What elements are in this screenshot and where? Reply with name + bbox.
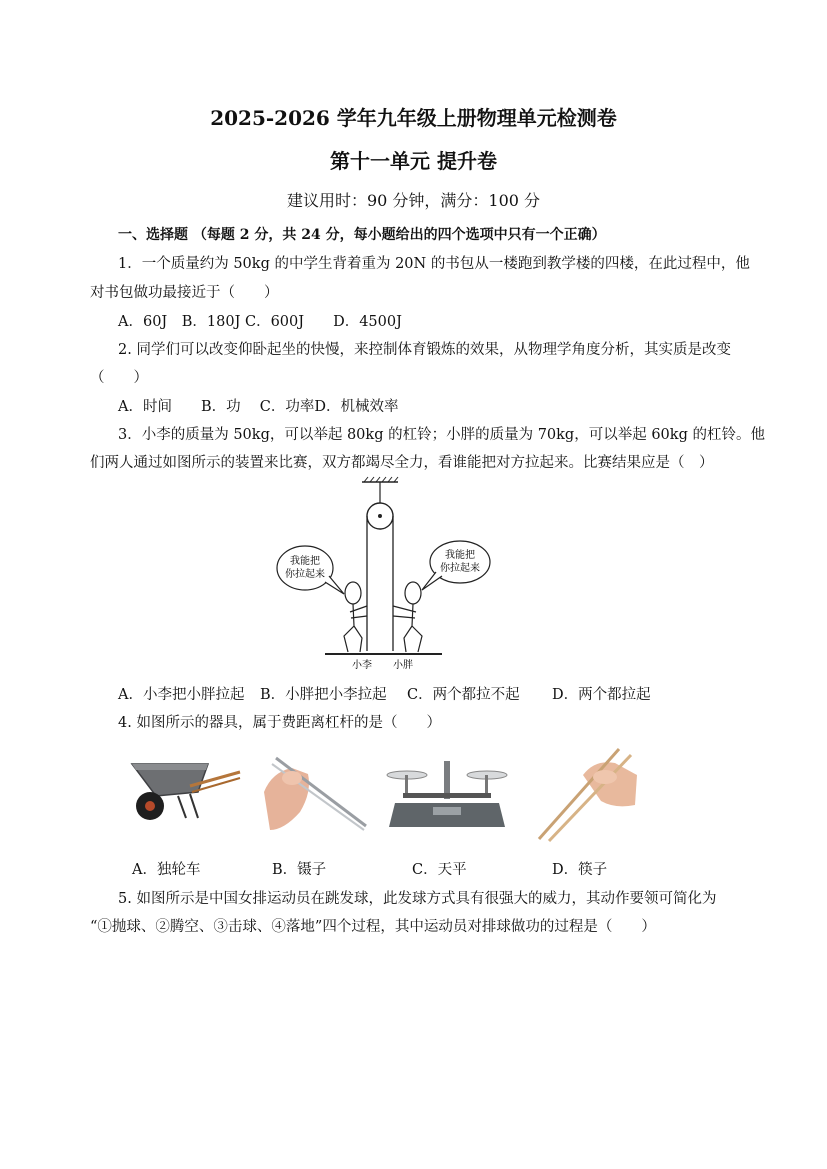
- left-bubble-line-1: 我能把: [290, 556, 320, 567]
- question-1-line-2: 对书包做功最接近于（ ）: [90, 285, 279, 301]
- question-4-option-b: B．镊子: [272, 862, 327, 878]
- wheelbarrow-image: [128, 752, 243, 827]
- question-2-line-1: 2. 同学们可以改变仰卧起坐的快慢，来控制体育锻炼的效果，从物理学角度分析，其实质是改变: [118, 342, 731, 358]
- tweezers-image: [262, 752, 372, 842]
- exam-meta: 建议用时：90 分钟，满分：100 分: [286, 191, 541, 210]
- section-heading: 一、选择题 （每题 2 分，共 24 分，每小题给出的四个选项中只有一个正确）: [118, 227, 606, 243]
- balance-scale-image: [385, 755, 510, 835]
- pulley-contest-figure: [270, 476, 500, 676]
- label-xiaoli: 小李: [352, 660, 372, 671]
- question-5-line-1: 5. 如图所示是中国女排运动员在跳发球，此发球方式具有很强大的威力，其动作要领可简化为: [118, 891, 717, 907]
- question-1-options: A．60J B．180J C．600J D．4500J: [118, 314, 402, 330]
- question-3-option-a: A．小李把小胖拉起: [118, 687, 245, 703]
- left-bubble-line-2: 你拉起来: [285, 569, 325, 580]
- page-subtitle: 第十一单元 提升卷: [330, 149, 497, 173]
- question-3-line-1: 3．小李的质量为 50kg，可以举起 80kg 的杠铃；小胖的质量为 70kg，可以举起 60kg 的杠铃。他: [118, 427, 765, 443]
- question-4-line-1: 4. 如图所示的器具，属于费距离杠杆的是（ ）: [118, 715, 441, 731]
- question-2-line-2: （ ）: [90, 370, 148, 386]
- label-xiaopang: 小胖: [393, 660, 413, 671]
- question-3-option-b: B．小胖把小李拉起: [260, 687, 387, 703]
- chopsticks-image: [535, 745, 640, 843]
- question-5-line-2: “①抛球、②腾空、③击球、④落地”四个过程，其中运动员对排球做功的过程是（ ）: [90, 919, 656, 935]
- question-1-line-1: 1．一个质量约为 50kg 的中学生背着重为 20N 的书包从一楼跑到教学楼的四楼，在此过程中，他: [118, 256, 750, 272]
- question-3-option-d: D．两个都拉起: [552, 687, 651, 703]
- page-title: 2025-2026 学年九年级上册物理单元检测卷: [210, 106, 617, 130]
- question-4-option-a: A．独轮车: [132, 862, 201, 878]
- question-2-options: A．时间 B．功 C．功率D．机械效率: [118, 399, 399, 415]
- right-bubble-line-1: 我能把: [445, 550, 475, 561]
- question-4-option-d: D．筷子: [552, 862, 608, 878]
- question-3-line-2: 们两人通过如图所示的装置来比赛，双方都竭尽全力，看谁能把对方拉起来。比赛结果应是（ ）: [90, 455, 714, 471]
- question-3-option-c: C．两个都拉不起: [407, 687, 520, 703]
- question-4-option-c: C．天平: [412, 862, 467, 878]
- right-bubble-line-2: 你拉起来: [440, 563, 480, 574]
